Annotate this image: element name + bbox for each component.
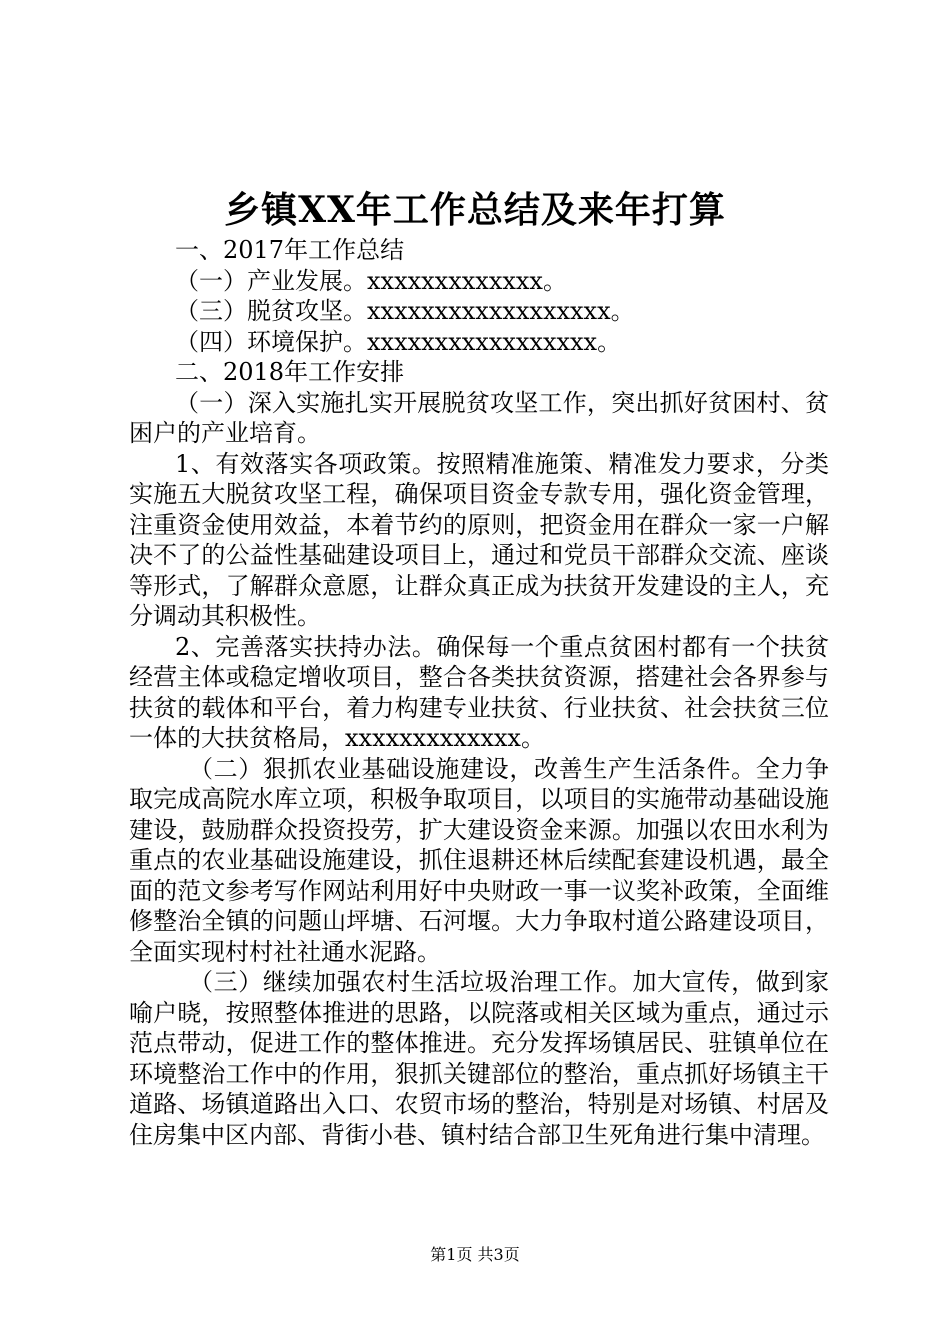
paragraph-environment: （四）环境保护。xxxxxxxxxxxxxxxxx。 bbox=[175, 327, 622, 356]
paragraph-policy: 1、有效落实各项政策。按照精准施策、精准发力要求，分类实施五大脱贫攻坚工程，确保项目资金专款专用，强化资金管理，注重资金使用效益，本着节约的原则，把资金用在群众一家一户解决不了的公益性基础建设项目上，通过和党员干部群众交流、座谈等形式，了解群众意愿，让群众真正成为扶贫开发建设的主人，充分调动其积极性。 bbox=[129, 449, 829, 630]
document-body bbox=[129, 235, 829, 1150]
paragraph-plan-1: （一）深入实施扎实开展脱贫攻坚工作，突出抓好贫困村、贫困户的产业培育。 bbox=[129, 388, 829, 447]
document-title: 乡镇XX年工作总结及来年打算 bbox=[224, 189, 726, 231]
paragraph-poverty: （三）脱贫攻坚。xxxxxxxxxxxxxxxxxx。 bbox=[175, 297, 635, 325]
paragraph-industry: （一）产业发展。xxxxxxxxxxxxx。 bbox=[175, 266, 567, 295]
section-heading-2018: 二、2018年工作安排 bbox=[175, 358, 405, 386]
paragraph-infrastructure: （二）狠抓农业基础设施建设，改善生产生活条件。全力争取完成高院水库立项，积极争取项目，以项目的实施带动基础设施建设，鼓励群众投资投劳，扩大建设资金来源。加强以农田水利为重点的农业基础设施建设，抓住退耕还林后续配套建设机遇，最全面的范文参考写作网站利用好中央财政一事一议奖补政策，全面维修整治全镇的问题山坪塘、石河堰。大力争取村道公路建设项目，全面实现村村社社通水泥路。 bbox=[129, 754, 829, 966]
paragraph-support: 2、完善落实扶持办法。确保每一个重点贫困村都有一个扶贫经营主体或稳定增收项目，整合各类扶贫资源，搭建社会各界参与扶贫的载体和平台，着力构建专业扶贫、行业扶贫、社会扶贫三位一体的大扶贫格局，xxxxxxxxxxxxx。 bbox=[129, 632, 829, 752]
section-heading-2017: 一、2017年工作总结 bbox=[175, 236, 405, 264]
paragraph-garbage: （三）继续加强农村生活垃圾治理工作。加大宣传，做到家喻户晓，按照整体推进的思路，以院落或相关区域为重点，通过示范点带动，促进工作的整体推进。充分发挥场镇居民、驻镇单位在环境整治工作中的作用，狠抓关键部位的整治，重点抓好场镇主干道路、场镇道路出入口、农贸市场的整治，特别是对场镇、村居及住房集中区内部、背街小巷、镇村结合部卫生死角进行集中清理。 bbox=[129, 968, 829, 1149]
page-footer: 第1页 共3页 bbox=[430, 1245, 520, 1264]
